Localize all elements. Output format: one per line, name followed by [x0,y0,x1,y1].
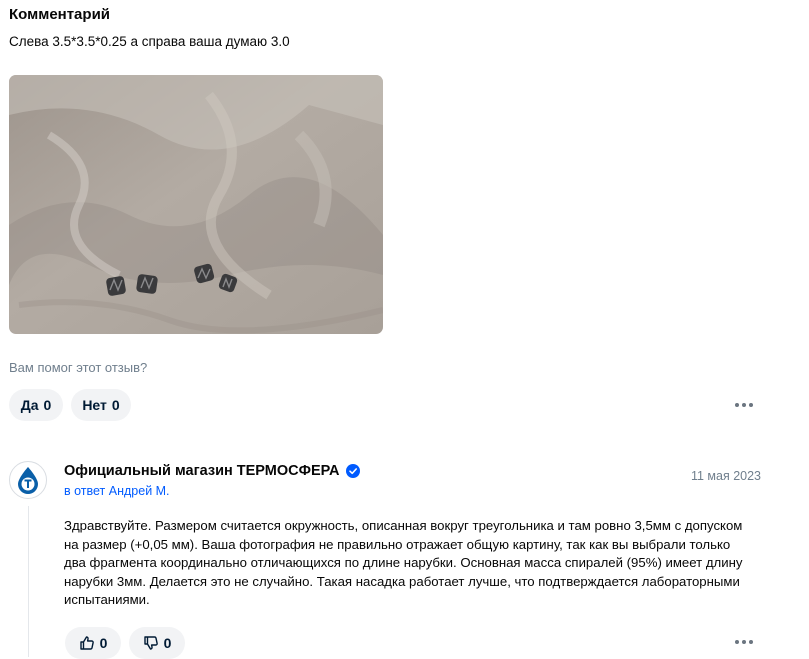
verified-icon [346,464,360,478]
section-title: Комментарий [9,6,111,23]
helpful-no-button[interactable] [71,389,131,421]
no-label: Нет [82,397,107,413]
shop-logo-icon[interactable] [9,461,47,499]
helpful-question: Вам помог этот отзыв? [9,360,148,375]
thumb-down-icon [143,635,159,651]
dislike-count: 0 [163,635,172,651]
yes-label: Да [20,397,39,413]
no-count: 0 [111,397,120,413]
dislike-button[interactable] [129,627,185,659]
review-comment: Слева 3.5*3.5*0.25 а справа ваша думаю 3.0 [9,34,290,49]
thumb-up-icon [79,635,95,651]
answer-date: 11 мая 2023 [690,469,761,483]
author-name: Официальный магазин ТЕРМОСФЕРА [64,463,340,479]
answer-more-icon[interactable] [730,632,758,652]
helpful-yes-button[interactable] [9,389,63,421]
thread-line [28,506,29,657]
reply-to-link[interactable]: в ответ Андрей М. [64,484,170,498]
like-count: 0 [99,635,108,651]
review-photo[interactable] [9,75,383,334]
like-button[interactable] [65,627,121,659]
yes-count: 0 [43,397,52,413]
answer-author[interactable] [64,463,360,479]
review-more-icon[interactable] [730,395,758,415]
review-photo-image [9,75,383,334]
answer-text: Здравствуйте. Размером считается окружность, описанная вокруг треугольника и там ровно 3,5мм с допуском на размер (+0,05 мм). Ваша фотография не правильно отражает общую картину, так как вы выбрали только два фрагмента координально отличающихся по длине нарубки. Основная масса спиралей (95%) имеет длину нарубки 3мм. Делается это не случайно. Такая насадка работает лучше, что подтверждается лабораторными испытаниями. [64,518,743,608]
